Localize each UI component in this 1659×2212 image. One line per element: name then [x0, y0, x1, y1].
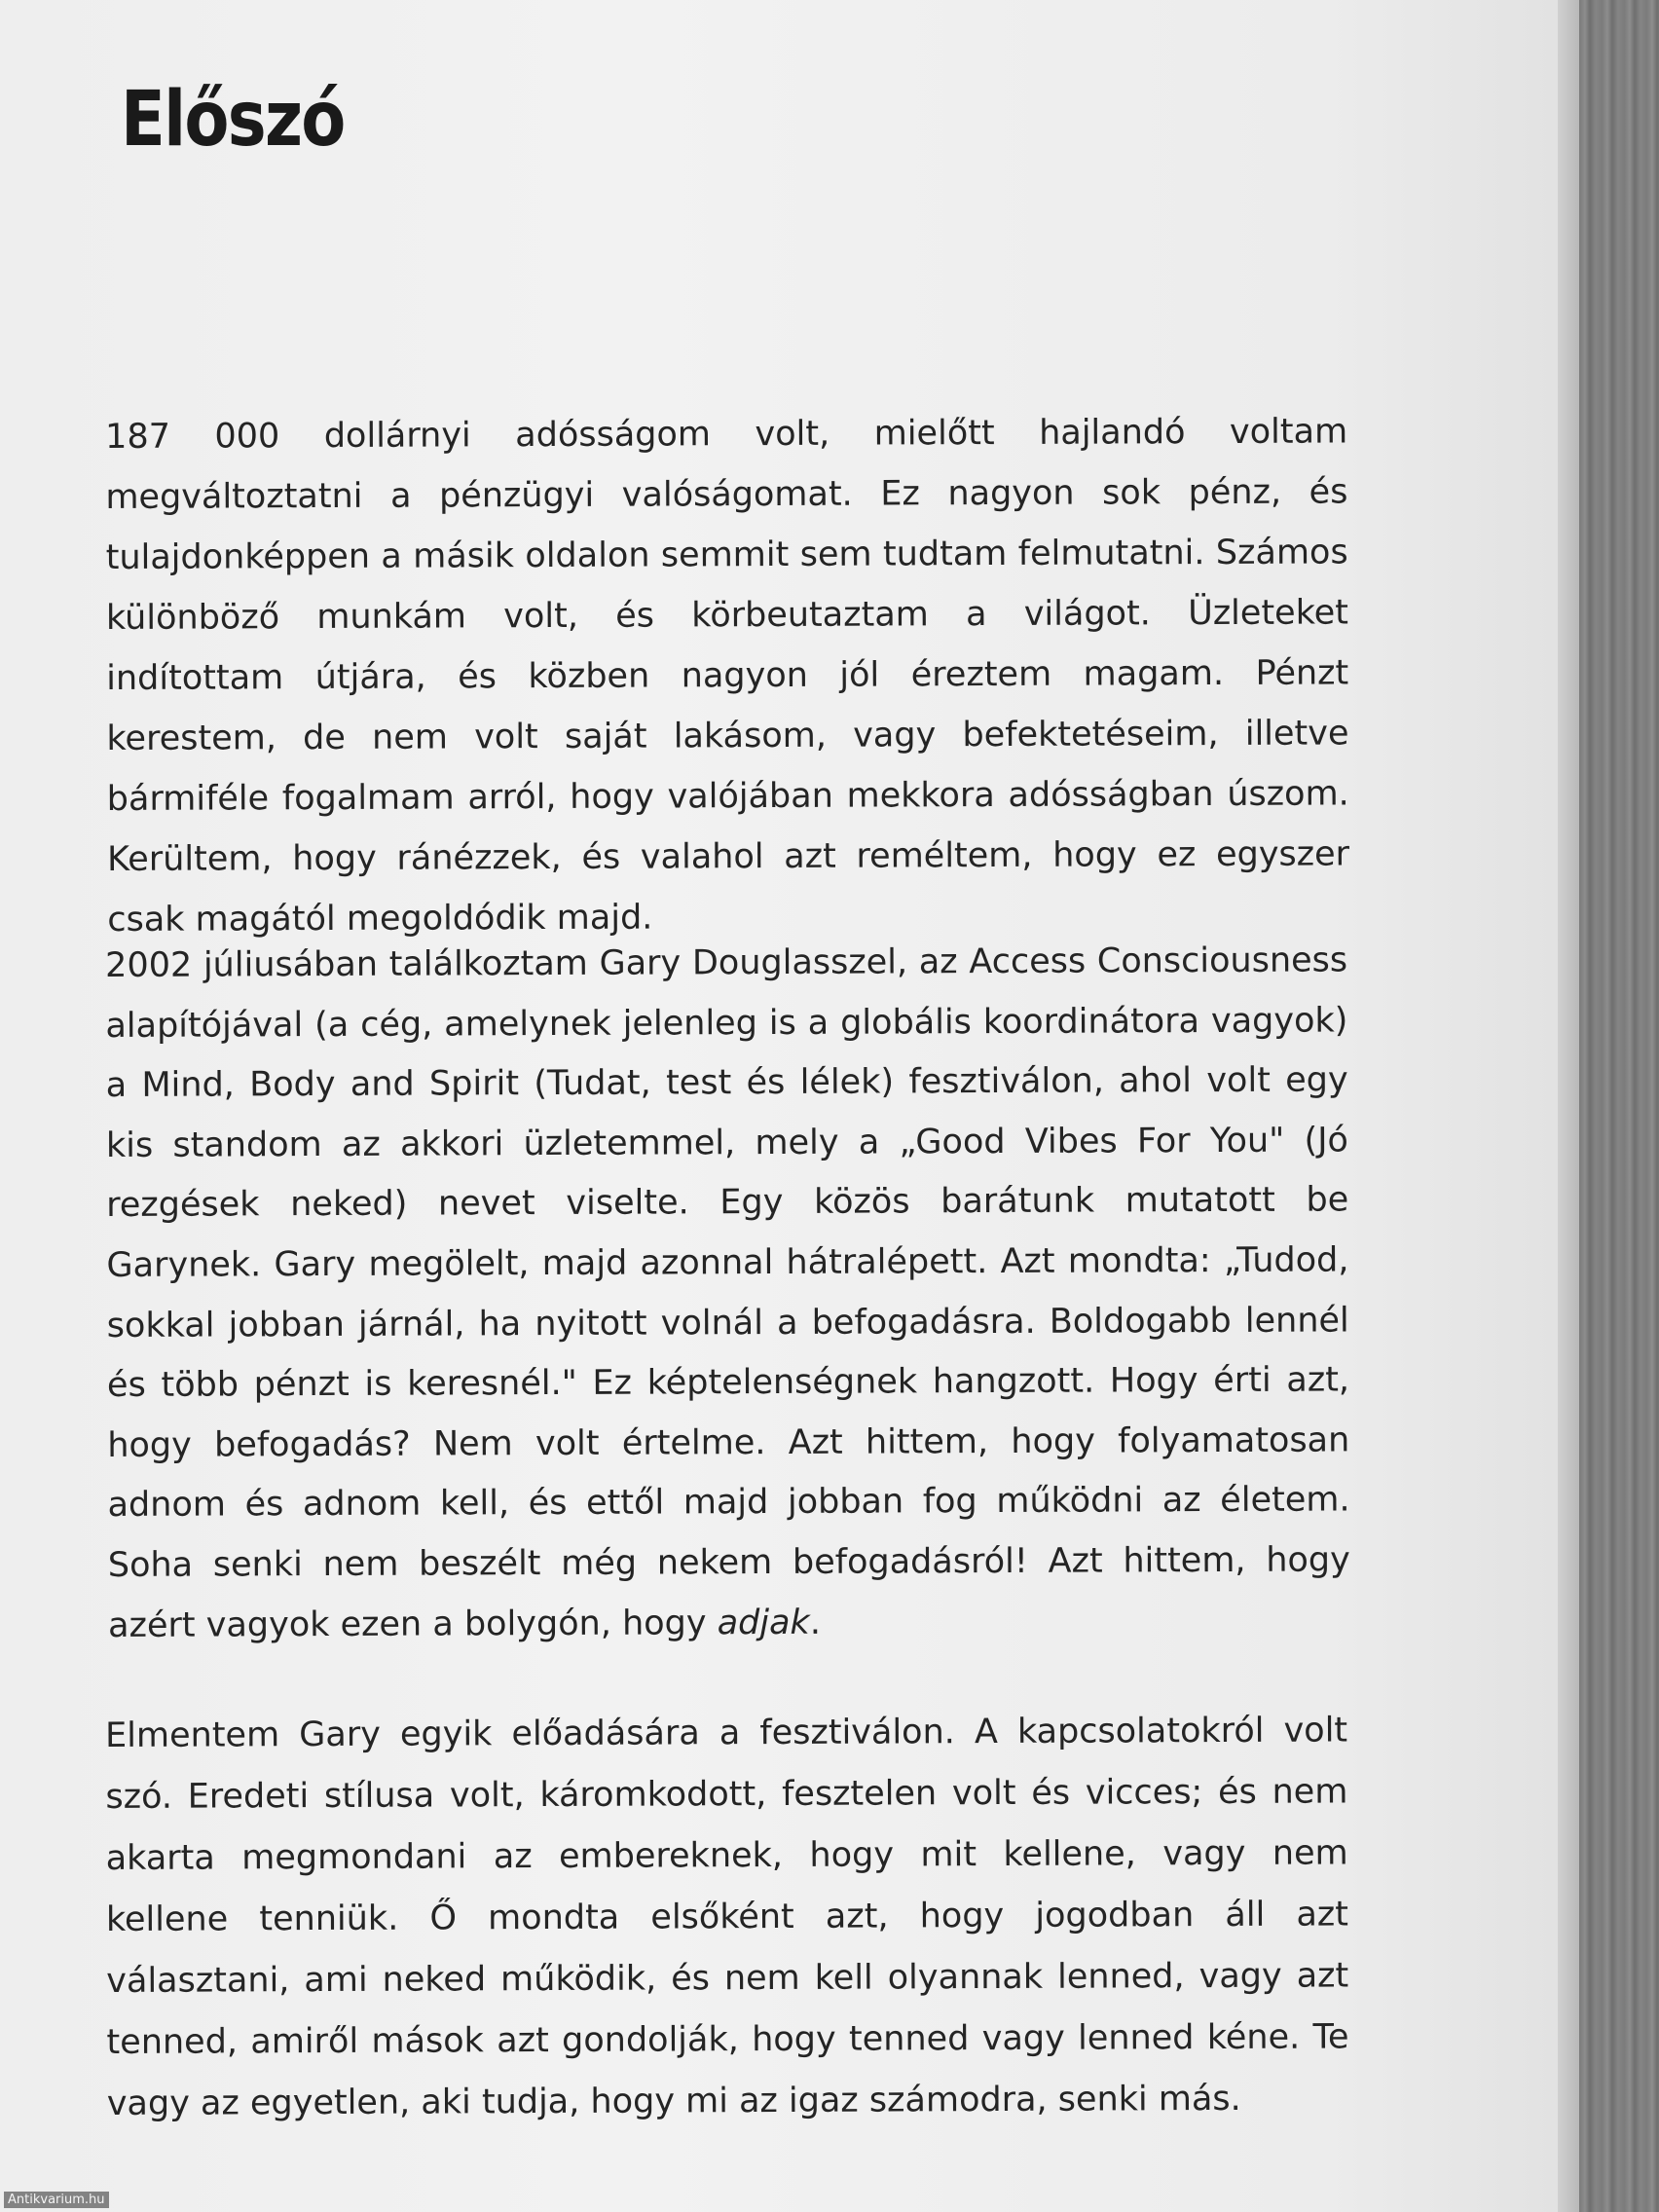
paragraph-2-text: 2002 júliusában találkoztam Gary Douglasszel, az Access Consciousness alapítójával (a cég, amelynek jelenleg is a globális koordinátora vagyok) a Mind, Body and Spirit (Tudat, test és lélek) fesztiválon, ahol volt egy kis standom az akkori üzletemmel, mely a „Good Vibes For You" (Jó rezgések neked) nevet viselte. Egy közös barátunk mutatott be Garynek. Gary megölelt, majd azonnal hátralépett. Azt mondta: „Tudod, sokkal jobban járnál, ha nyitott volnál a befogadásra. Boldogabb lennél és több pénzt is keresnél." Ez képtelenségnek hangzott. Hogy érti azt, hogy befogadás? Nem volt értelme. Azt hittem, hogy folyamatosan adnom és adnom kell, és ettől majd jobban fog működni az életem. Soha senki nem beszélt még nekem befogadásról! Azt hittem, hogy azért vagyok ezen a bolygón, hogy [105, 940, 1350, 1645]
chapter-title: Előszó [121, 76, 345, 164]
paragraph-2 [105, 931, 1350, 1656]
paragraph-1 [105, 401, 1349, 950]
wood-surface [1579, 0, 1659, 2212]
paragraph-1-text: 187 000 dollárnyi adósságom volt, mielőtt hajlandó voltam megváltoztatni a pénzügyi valóságomat. Ez nagyon sok pénz, és tulajdonképpen a másik oldalon semmit sem tudtam felmutatni. Számos különböző munkám volt, és körbeutaztam a világot. Üzleteket indítottam útjára, és közben nagyon jól éreztem magam. Pénzt kerestem, de nem volt saját lakásom, vagy befektetéseim, illetve bármiféle fogalmam arról, hogy valójában mekkora adósságban úszom. Kerültem, hogy ránézzek, és valahol azt reméltem, hogy ez egyszer csak magától megoldódik majd. [105, 412, 1350, 940]
watermark: Antikvarium.hu [4, 2192, 109, 2208]
paragraph-3 [105, 1700, 1349, 2135]
page-edge [1558, 0, 1579, 2212]
paragraph-3-text: Elmentem Gary egyik előadására a fesztiválon. A kapcsolatokról volt szó. Eredeti stílusa volt, káromkodott, fesztelen volt és vicces; és nem akarta megmondani az embereknek, hogy mit kellene, vagy nem kellene tenniük. Ő mondta elsőként azt, hogy jogodban áll azt választani, ami neked működik, és nem kell olyannak lenned, vagy azt tenned, amiről mások azt gondolják, hogy tenned vagy lenned kéne. Te vagy az egyetlen, aki tudja, hogy mi az igaz számodra, senki más. [105, 1711, 1349, 2123]
paragraph-2-emphasis: adjak [717, 1603, 810, 1642]
paragraph-2-end: . [809, 1603, 822, 1642]
